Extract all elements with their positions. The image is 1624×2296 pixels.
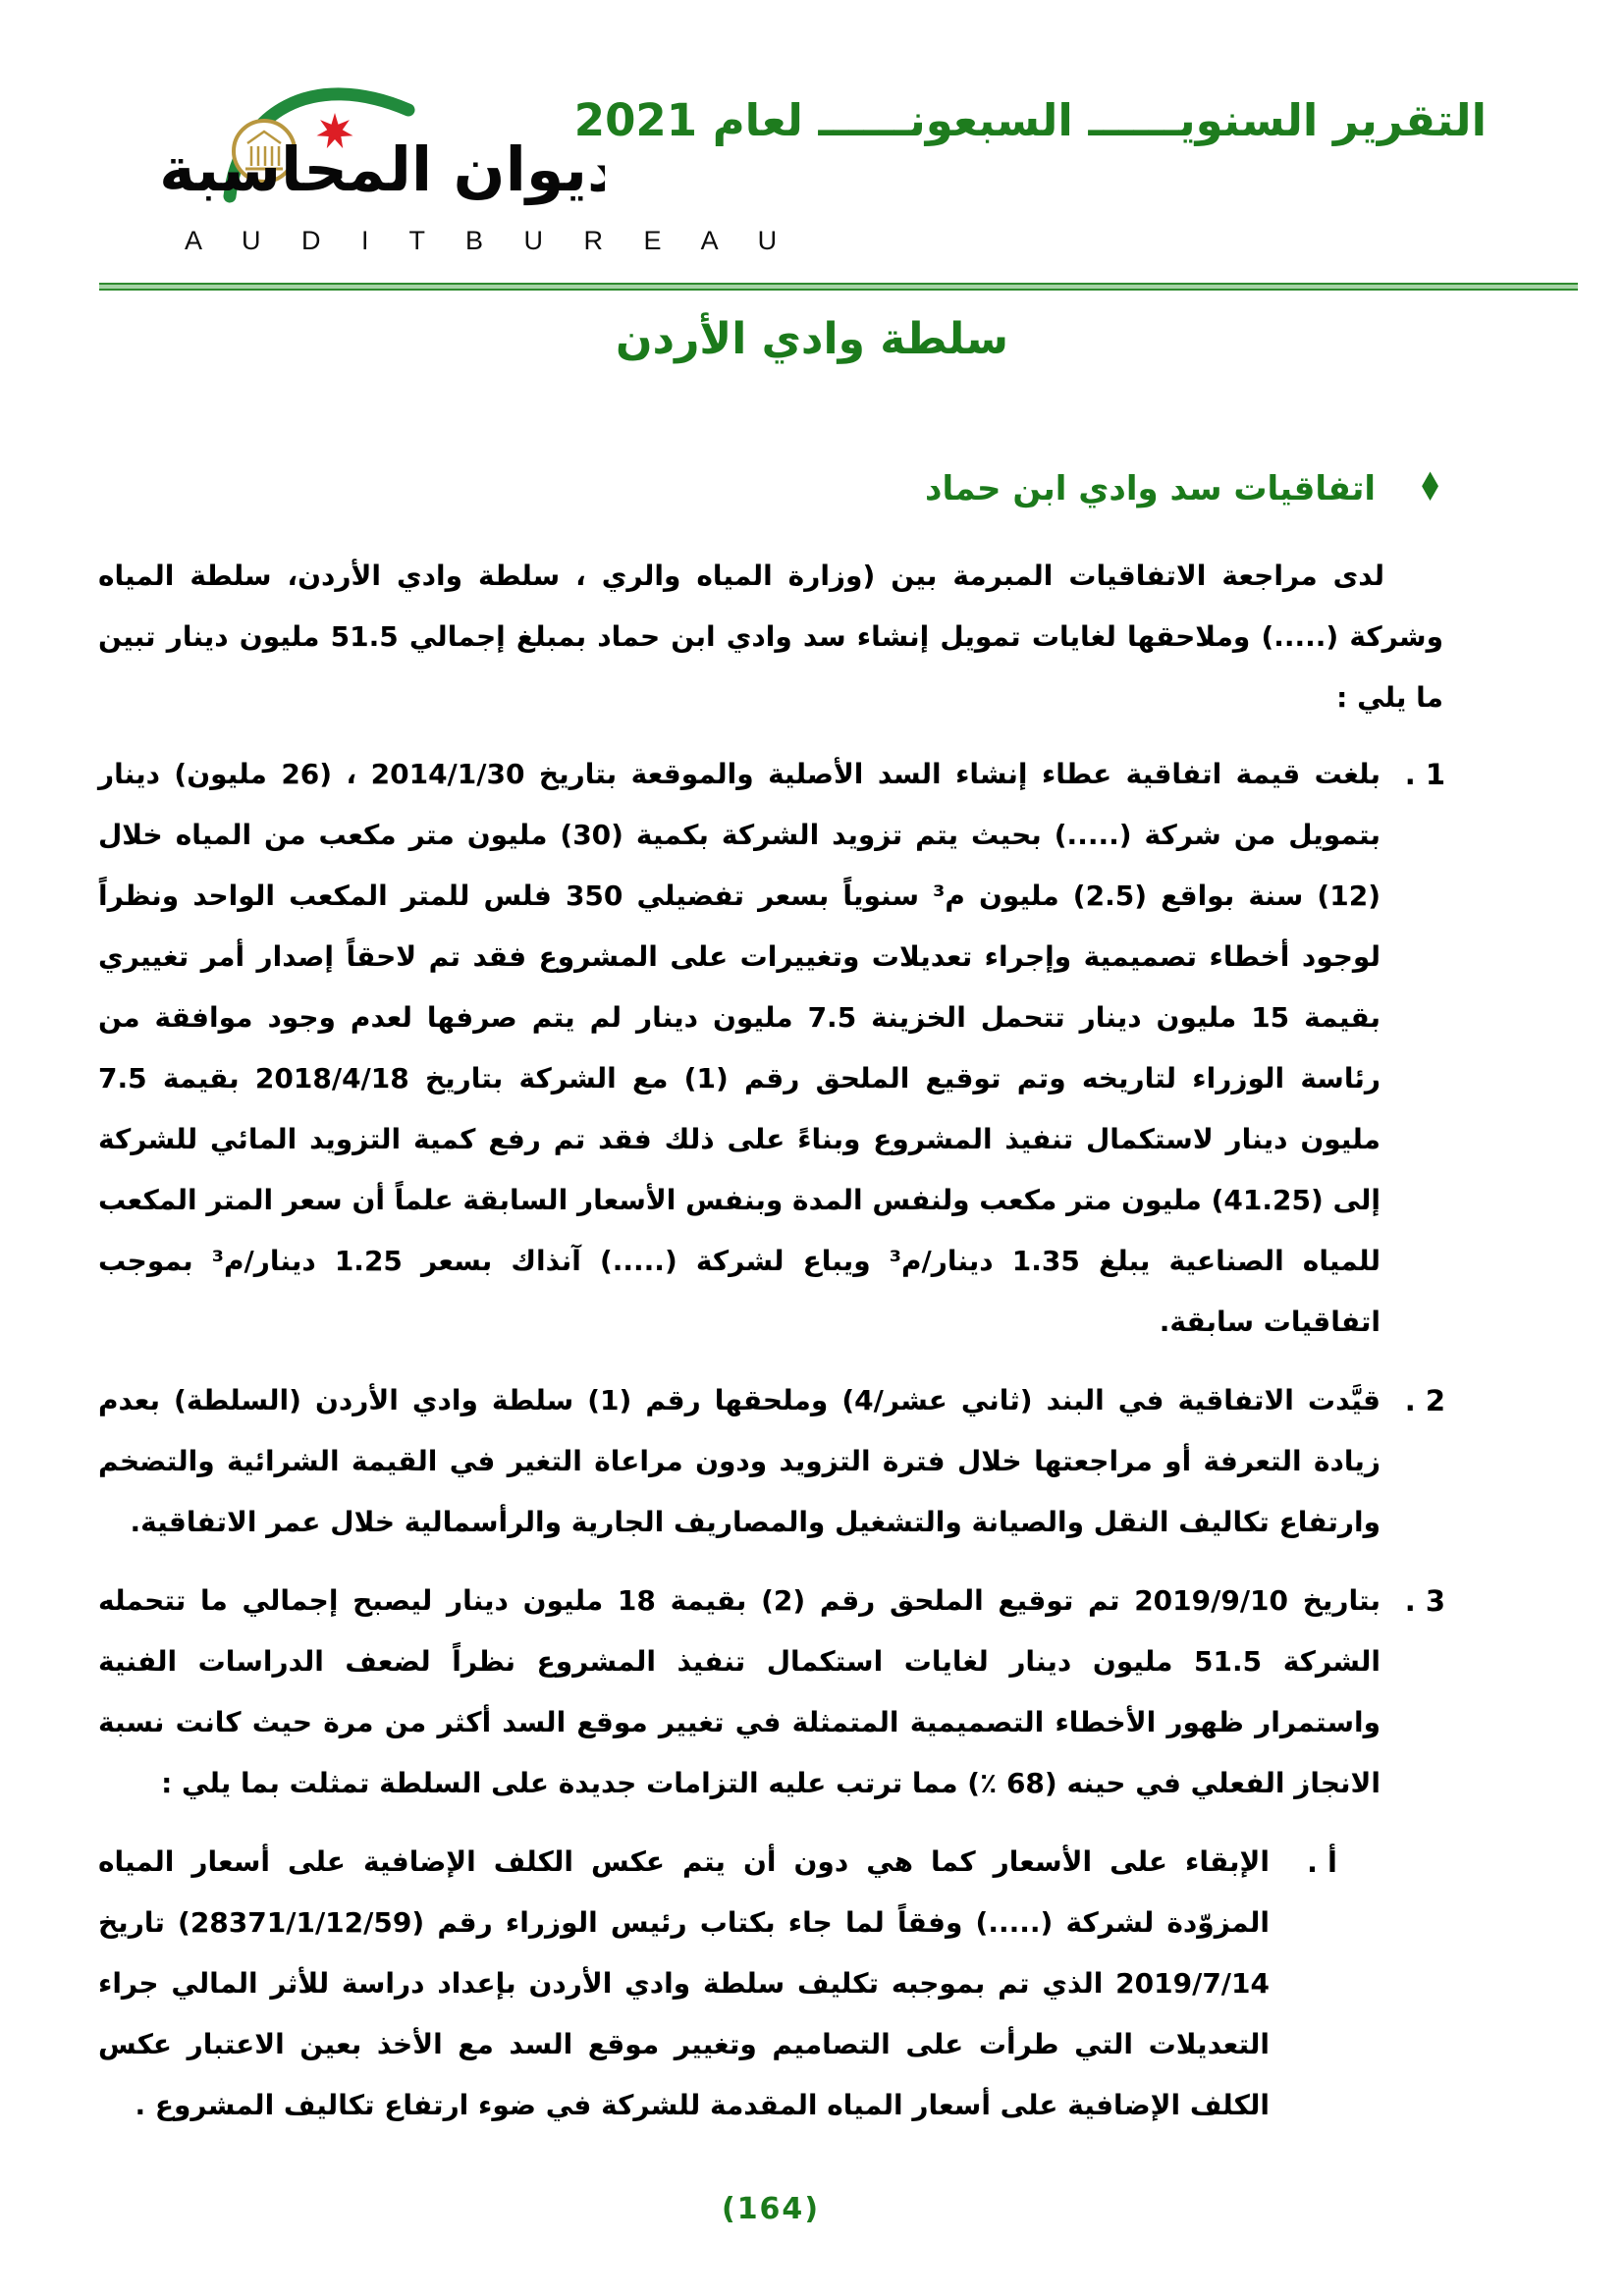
logo-arabic-calligraphy: ديوان المحاسبة	[159, 133, 605, 205]
body-text	[98, 546, 1443, 2240]
sub-item-a-marker: أ .	[1306, 1845, 1337, 1879]
list-item-1	[98, 744, 1443, 1353]
sub-item-a-text: الإبقاء على الأسعار كما هي دون أن يتم عكس الكلف الإضافية على أسعار المياه المزوّدة لشركة (.....) وفقاً لما جاء بكتاب رئيس الوزراء رقم (28371/1/12/59) تاريخ 2019/7/14 الذي تم بموجبه تكليف سلطة وادي الأردن بإعداد دراسة للأثر المالي جراء التعديلات التي طرأت على التصاميم وتغيير موقع السد مع الأخذ بعين الاعتبار عكس الكلف الإضافية على أسعار المياه المقدمة للشركة في ضوء ارتفاع تكاليف المشروع .	[98, 1845, 1270, 2121]
list-item-2	[98, 1370, 1443, 1553]
list-item-2-marker: 2 .	[1404, 1384, 1445, 1417]
page-title: سلطة وادي الأردن	[615, 314, 1009, 364]
list-item-1-marker: 1 .	[1404, 758, 1445, 791]
list-item-2-text: قيَّدت الاتفاقية في البند (ثاني عشر/4) وملحقها رقم (1) سلطة وادي الأردن (السلطة) بعدم زيادة التعرفة أو مراجعتها خلال فترة التزويد ودون مراعاة التغير في القيمة الشرائية والتضخم وارتفاع تكاليف النقل والصيانة والتشغيل والمصاريف الجارية والرأسمالية خلال عمر الاتفاقية.	[98, 1384, 1381, 1538]
intro-paragraph: لدى مراجعة الاتفاقيات المبرمة بين (وزارة المياه والري ، سلطة وادي الأردن، سلطة المياه وشركة (.....) وملاحقها لغايات تمويل إنشاء سد وادي ابن حماد بمبلغ إجمالي 51.5 مليون دينار تبين ما يلي :	[98, 560, 1443, 714]
logo-english-name: A U D I T B U R E A U	[185, 226, 794, 255]
header-separator-rule	[99, 283, 1578, 291]
audit-bureau-logo	[94, 22, 794, 267]
section-heading: اتفاقيات سد وادي ابن حماد	[925, 469, 1377, 508]
annual-report-title: التقرير السنويــــــ السبعونــــــ لعام 2021	[573, 94, 1487, 146]
list-item-3	[98, 1571, 1443, 2136]
list-item-1-text: بلغت قيمة اتفاقية عطاء إنشاء السد الأصلية والموقعة بتاريخ 2014/1/30 ، (26 مليون) دينار بتمويل من شركة (.....) بحيث يتم تزويد الشركة بكمية (30) مليون متر مكعب من المياه خلال (12) سنة بواقع (2.5) مليون م³ سنوياً بسعر تفضيلي 350 فلس للمتر المكعب الواحد ونظراً لوجود أخطاء تصميمية وإجراء تعديلات وتغييرات على المشروع فقد تم لاحقاً إصدار أمر تغييري بقيمة 15 مليون دينار تتحمل الخزينة 7.5 مليون دينار لم يتم صرفها لعدم وجود موافقة من رئاسة الوزراء لتاريخه وتم توقيع الملحق رقم (1) مع الشركة بتاريخ 2018/4/18 بقيمة 7.5 مليون دينار لاستكمال تنفيذ المشروع وبناءً على ذلك فقد تم رفع كمية التزويد المائي للشركة إلى (41.25) مليون متر مكعب ولنفس المدة وبنفس الأسعار السابقة علماً أن سعر المتر المكعب للمياه الصناعية يبلغ 1.35 دينار/م³ ويباع لشركة (.....) آنذاك بسعر 1.25 دينار/م³ بموجب اتفاقيات سابقة.	[98, 758, 1381, 1338]
list-item-3-text: بتاريخ 2019/9/10 تم توقيع الملحق رقم (2) بقيمة 18 مليون دينار ليصبح إجمالي ما تتحمله الشركة 51.5 مليون دينار لغايات استكمال تنفيذ المشروع نظراً لضعف الدراسات الفنية واستمرار ظهور الأخطاء التصميمية المتمثلة في تغيير موقع السد أكثر من مرة حيث كانت نسبة الانجاز الفعلي في حينه (68 ٪) مما ترتب عليه التزامات جديدة على السلطة تمثلت بما يلي :	[98, 1584, 1380, 1799]
diamond-bullet-icon: ♦	[1417, 464, 1443, 511]
page-number: (164)	[721, 2192, 821, 2226]
list-item-3-marker: 3 .	[1404, 1584, 1445, 1618]
sub-item-a	[98, 1832, 1380, 2136]
section-heading-row	[925, 464, 1443, 511]
